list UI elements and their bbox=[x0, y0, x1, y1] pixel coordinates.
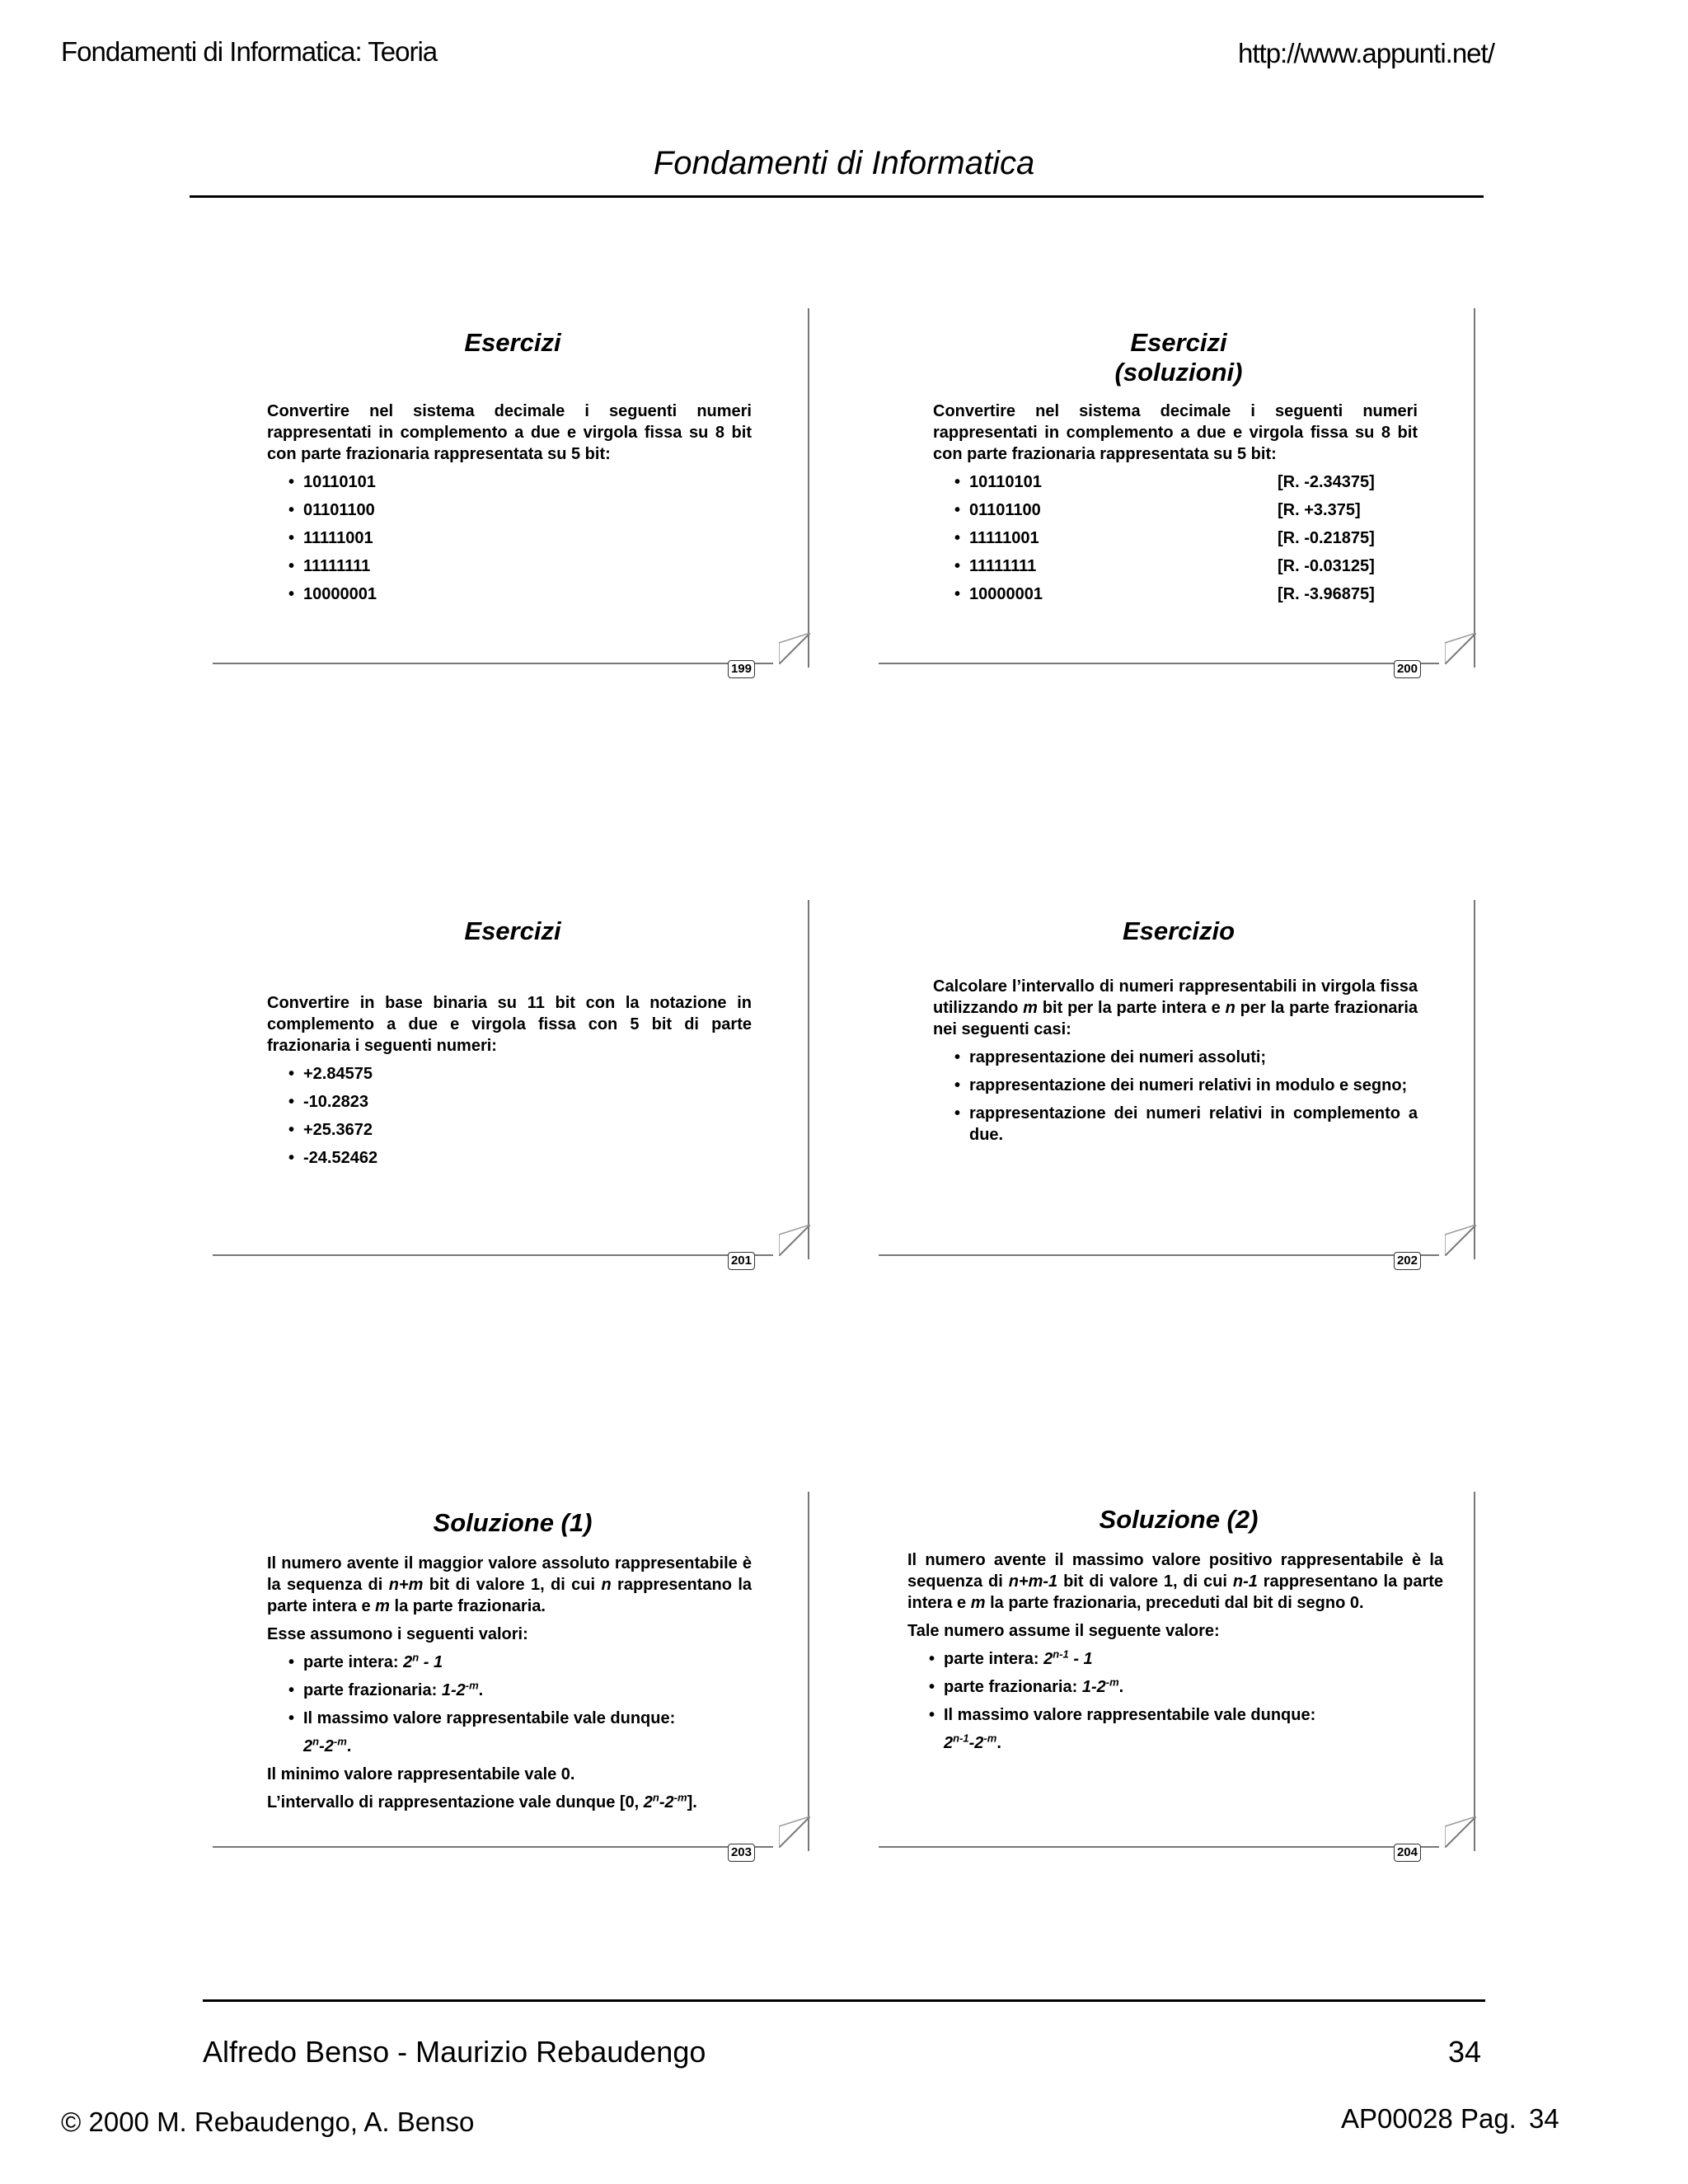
bullet-icon: • bbox=[288, 1149, 295, 1167]
slide-title: Soluzione (2) bbox=[1099, 1505, 1259, 1534]
slide-200 bbox=[882, 308, 1475, 676]
bullet-icon: • bbox=[288, 1653, 295, 1671]
bullet-icon: • bbox=[288, 557, 295, 575]
slide-number: 202 bbox=[1394, 1252, 1421, 1270]
page-fold-icon bbox=[1445, 1225, 1476, 1256]
bullet-icon: • bbox=[288, 529, 295, 547]
header-rule bbox=[190, 195, 1484, 198]
result-value: [R. -2.34375] bbox=[1278, 473, 1375, 491]
bullet-icon: • bbox=[929, 1678, 935, 1696]
list-item: • +25.3672 bbox=[288, 1121, 373, 1139]
slide-title: Esercizi (soluzioni) bbox=[1114, 328, 1243, 387]
slide-body bbox=[933, 976, 1418, 1152]
slide-paragraph: Tale numero assume il seguente valore: bbox=[907, 1622, 1220, 1640]
page-fold-icon bbox=[779, 1816, 810, 1848]
bullet-list bbox=[933, 1047, 1418, 1146]
list-item: • 10110101 bbox=[288, 473, 376, 491]
bullet-icon: • bbox=[954, 1048, 961, 1066]
slide-number: 199 bbox=[728, 660, 755, 678]
list-item: • 10000001 bbox=[288, 585, 377, 603]
bullet-icon: • bbox=[954, 501, 961, 519]
bullet-icon: • bbox=[954, 473, 961, 491]
bullet-icon: • bbox=[288, 1065, 295, 1083]
formula: $2^n-2^{-m}$. bbox=[303, 1735, 352, 1755]
formula: $2^{n-1}-2^{-m}$. bbox=[944, 1732, 1001, 1752]
slide-body bbox=[267, 1553, 752, 1820]
bullet-icon: • bbox=[929, 1706, 935, 1724]
slide-paragraph: L’intervallo di rappresentazione vale dunque [0, $2^n-2^{-m}$]. bbox=[267, 1791, 697, 1811]
slide-title: Esercizio bbox=[1122, 916, 1236, 945]
slide-title: Esercizi bbox=[464, 328, 561, 357]
bullet-icon: • bbox=[288, 1709, 295, 1727]
bullet-icon: • bbox=[288, 1681, 295, 1699]
footer-rule bbox=[203, 1999, 1485, 2002]
result-value: [R. -0.21875] bbox=[1278, 529, 1375, 547]
bullet-icon: • bbox=[954, 585, 961, 603]
slide-204 bbox=[882, 1492, 1475, 1859]
slide-paragraph: Il numero avente il massimo valore positivo rappresentabile è la sequenza di n+m-1 bit di valore 1, di cui n-1 rappresentano la parte intera e m la parte frazionaria, preceduti dal bit di segno 0. bbox=[907, 1551, 1444, 1612]
page-fold-icon bbox=[1445, 633, 1476, 664]
slide-number: 201 bbox=[728, 1252, 755, 1270]
result-value: [R. -3.96875] bbox=[1278, 585, 1375, 603]
slide-paragraph: Esse assumono i seguenti valori: bbox=[267, 1625, 528, 1643]
list-item: • parte frazionaria: $1-2^{-m}$. bbox=[288, 1679, 484, 1699]
bullet-icon: • bbox=[929, 1650, 935, 1668]
slide-body bbox=[907, 1549, 1443, 1760]
slide-intro: Convertire nel sistema decimale i seguenti numeri rappresentati in complemento a due e virgola fissa su 8 bit con parte frazionaria rappresentata su 5 bit: bbox=[267, 402, 752, 463]
list-item: • -10.2823 bbox=[288, 1093, 368, 1111]
slide-body bbox=[933, 401, 1418, 612]
bullet-list bbox=[267, 1063, 752, 1169]
slide-199 bbox=[216, 308, 809, 676]
bullet-icon: • bbox=[288, 473, 295, 491]
bullet-icon: • bbox=[954, 529, 961, 547]
result-value: [R. -0.03125] bbox=[1278, 557, 1375, 575]
document-code: AP00028 Pag. 34 bbox=[1341, 2103, 1559, 2134]
slide-202 bbox=[882, 900, 1475, 1268]
list-item: • parte intera: 2$^n$ - 1 bbox=[288, 1651, 443, 1671]
slide-body bbox=[267, 401, 752, 612]
list-item: • 11111111 [R. -0.03125] bbox=[954, 557, 1375, 575]
slide-number: 204 bbox=[1394, 1844, 1421, 1862]
slide-201 bbox=[216, 900, 809, 1268]
page-fold-icon bbox=[779, 633, 810, 664]
bullet-list bbox=[907, 1648, 1443, 1726]
slide-number: 203 bbox=[728, 1844, 755, 1862]
slide-intro: Convertire nel sistema decimale i seguenti numeri rappresentati in complemento a due e virgola fissa su 8 bit con parte frazionaria rappresentata su 5 bit: bbox=[933, 402, 1418, 463]
bullet-icon: • bbox=[288, 1093, 295, 1111]
slide-intro: Convertire in base binaria su 11 bit con la notazione in complemento a due e virgola fissa con 5 bit di parte frazionaria i seguenti numeri: bbox=[267, 994, 752, 1055]
header-url: http://www.appunti.net/ bbox=[1238, 38, 1494, 68]
copyright: © 2000 M. Rebaudengo, A. Benso bbox=[61, 2107, 475, 2137]
slide-203 bbox=[216, 1492, 809, 1859]
list-item: • +2.84575 bbox=[288, 1065, 373, 1083]
list-item: • rappresentazione dei numeri relativi in complemento a due. bbox=[954, 1104, 1418, 1144]
slide-number: 200 bbox=[1394, 660, 1421, 678]
list-item: • rappresentazione dei numeri assoluti; bbox=[954, 1048, 1267, 1066]
slide-paragraph: Il minimo valore rappresentabile vale 0. bbox=[267, 1765, 575, 1783]
bullet-list bbox=[267, 471, 752, 605]
bullet-list bbox=[933, 471, 1418, 605]
slide-body bbox=[267, 992, 752, 1175]
list-item: • -24.52462 bbox=[288, 1149, 378, 1167]
slide-intro: Calcolare l’intervallo di numeri rappresentabili in virgola fissa utilizzando m bit per la parte intera e n per la parte frazionaria nei seguenti casi: bbox=[933, 977, 1418, 1038]
bullet-icon: • bbox=[954, 1104, 961, 1122]
list-item: • 11111111 bbox=[288, 557, 371, 575]
list-item: • Il massimo valore rappresentabile vale dunque: bbox=[929, 1706, 1316, 1724]
slide-paragraph: Il numero avente il maggior valore assoluto rappresentabile è la sequenza di n+m bit di valore 1, di cui n rappresentano la parte intera e m la parte frazionaria. bbox=[267, 1554, 753, 1615]
list-item: • 10000001 [R. -3.96875] bbox=[954, 585, 1375, 603]
list-item: • rappresentazione dei numeri relativi in modulo e segno; bbox=[954, 1076, 1408, 1094]
list-item: • parte intera: 2$^{n-1}$ - 1 bbox=[929, 1647, 1093, 1668]
list-item: • 01101100 [R. +3.375] bbox=[954, 501, 1361, 519]
slide-title: Esercizi bbox=[464, 916, 561, 945]
result-value: [R. +3.375] bbox=[1278, 501, 1361, 519]
bullet-icon: • bbox=[954, 557, 961, 575]
page-fold-icon bbox=[779, 1225, 810, 1256]
document-title: Fondamenti di Informatica bbox=[653, 145, 1035, 181]
list-item: • 01101100 bbox=[288, 501, 375, 519]
footer-authors: Alfredo Benso - Maurizio Rebaudengo bbox=[203, 2035, 706, 2069]
list-item: • parte frazionaria: $1-2^{-m}$. bbox=[929, 1675, 1124, 1696]
list-item: • 11111001 bbox=[288, 529, 373, 547]
slide-title: Soluzione (1) bbox=[433, 1508, 593, 1537]
bullet-icon: • bbox=[288, 501, 295, 519]
list-item: • Il massimo valore rappresentabile vale dunque: bbox=[288, 1709, 676, 1727]
footer-page-number: 34 bbox=[1448, 2035, 1482, 2069]
list-item: • 10110101 [R. -2.34375] bbox=[954, 473, 1375, 491]
bullet-icon: • bbox=[288, 1121, 295, 1139]
list-item: • 11111001 [R. -0.21875] bbox=[954, 529, 1375, 547]
bullet-icon: • bbox=[954, 1076, 961, 1094]
bullet-icon: • bbox=[288, 585, 295, 603]
page-fold-icon bbox=[1445, 1816, 1476, 1848]
bullet-list bbox=[267, 1652, 752, 1729]
header-left: Fondamenti di Informatica: Teoria bbox=[61, 36, 438, 67]
